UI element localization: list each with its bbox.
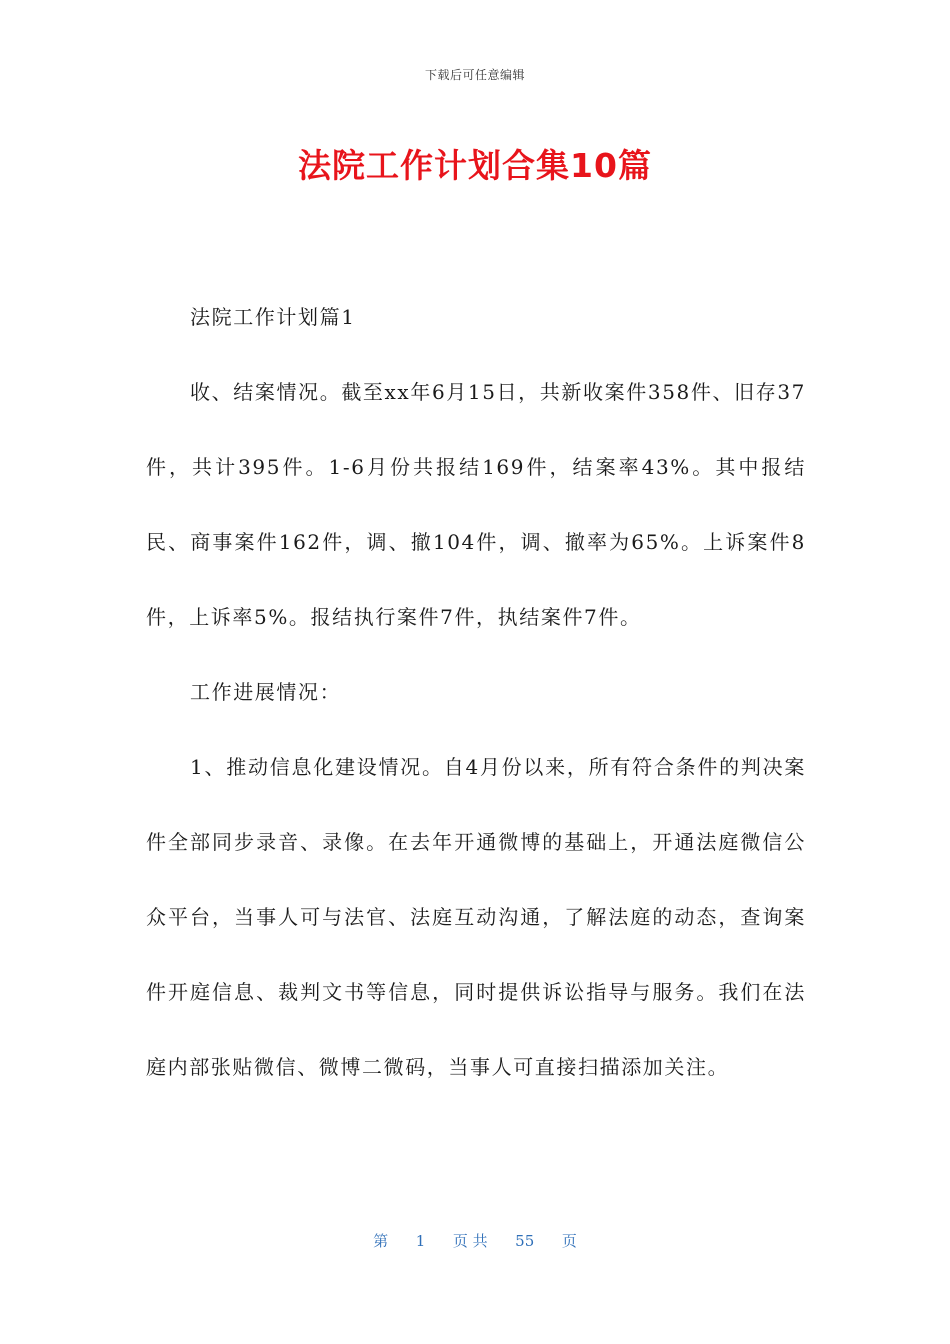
page-footer [0,1230,950,1251]
footer-page-number: 1 [415,1232,426,1250]
document-title: 法院工作计划合集10篇 [298,146,652,185]
section-heading: 法院工作计划篇1 [190,305,356,329]
paragraph-progress-heading: 工作进展情况： [190,680,342,704]
paragraph-informatization: 1、推动信息化建设情况。自4月份以来，所有符合条件的判决案件全部同步录音、录像。在去年开通微博的基础上，开通法庭微信公众平台，当事人可与法官、法庭互动沟通，了解法庭的动态，查询案件开庭信息、裁判文书等信息，同时提供诉讼指导与服务。我们在法庭内部张贴微信、微博二微码，当事人可直接扫描添加关注。 [146,755,806,1079]
footer-middle: 页 共 [452,1232,488,1250]
paragraph-case-stats: 收、结案情况。截至xx年6月15日，共新收案件358件、旧存37件，共计395件。1-6月份共报结169件，结案率43%。其中报结民、商事案件162件，调、撤104件，调、撤率为65%。上诉案件8件，上诉率5%。报结执行案件7件，执结案件7件。 [146,380,806,629]
document-body [146,280,806,1105]
header-note: 下载后可任意编辑 [424,68,525,82]
footer-suffix: 页 [561,1232,577,1250]
footer-prefix: 第 [373,1232,389,1250]
footer-total-pages: 55 [515,1232,535,1250]
